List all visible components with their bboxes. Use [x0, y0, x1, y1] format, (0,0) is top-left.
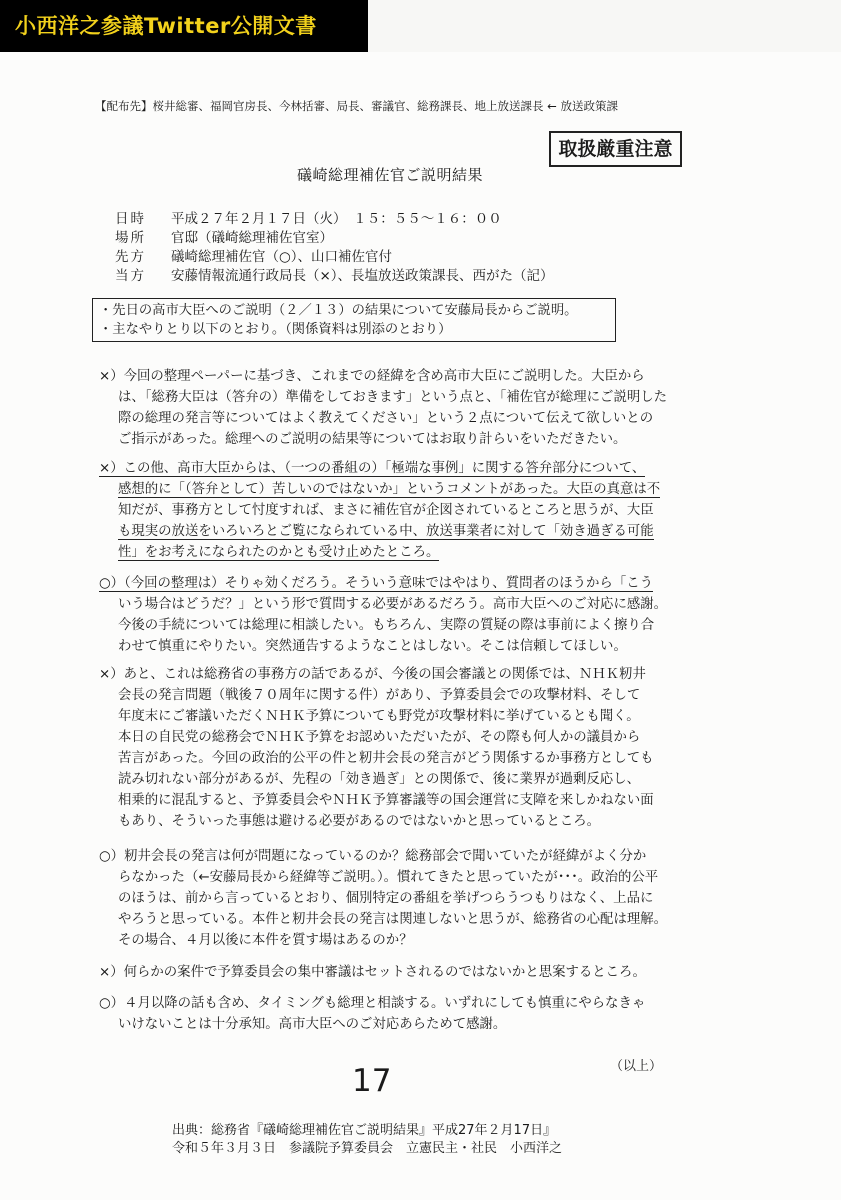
meta-value: 礒崎総理補佐官（○）、山口補佐官付	[171, 249, 393, 265]
paragraph-line: 本日の自民党の総務会でＮＨＫ予算をお認めいただいたが、その際も何人かの議員から	[118, 730, 641, 745]
meta-value: 官邸（礒崎総理補佐官室）	[171, 230, 333, 246]
underlined-text: ○）（今回の整理は）そりゃ効くだろう。そういう意味ではやはり、質問者のほうから「こう	[99, 576, 653, 591]
paragraph-line: ○）籾井会長の発言は何が問題になっているのか？総務部会で聞いていたが経緯がよく分か	[99, 849, 647, 864]
paragraph-line: は、「総務大臣は（答弁の）準備をしておきます」という点と、「補佐官が総理にご説明した	[118, 390, 668, 405]
underlined-text: も現実の放送をいろいろとご覧になられている中、放送事業者に対して「効き過ぎる可能	[118, 524, 654, 539]
source-citation	[172, 1122, 562, 1158]
header-banner: 小西洋之参議Twitter公開文書	[0, 0, 368, 52]
paragraph-line	[99, 521, 697, 542]
paragraph-line: 際の総理の発言等についてはよく教えてください」という２点について伝えて欲しいとの	[118, 411, 654, 426]
page-number: 17	[352, 1063, 392, 1099]
source-line: 出典：総務省『礒崎総理補佐官ご説明結果』平成27年２月17日』	[172, 1123, 557, 1138]
distribution-list: 【配布先】桜井総審、福岡官房長、今林括審、局長、審議官、総務課長、地上放送課長 ← 放送政策課	[95, 99, 618, 113]
underlined-text: ×）この他、高市大臣からは、（一つの番組の）「極端な事例」に関する答弁部分について、	[99, 461, 646, 476]
exchange-paragraph-4	[99, 664, 697, 832]
confidential-stamp: 取扱厳重注意	[549, 131, 682, 167]
paragraph-line: わせて慎重にやりたい。突然通告するようなことはしない。そこは信頼してほしい。	[118, 639, 627, 654]
summary-line: ・主なやりとり以下のとおり。（関係資料は別添のとおり）	[99, 322, 452, 337]
paragraph-line: いけないことは十分承知。高市大臣へのご対応あらためて感謝。	[118, 1017, 507, 1032]
paragraph-line: 読み切れない部分があるが、先程の「効き過ぎ」との関係で、後に業界が過剰反応し、	[118, 772, 640, 787]
underlined-text: 感想的に「（答弁として）苦しいのではないか」というコメントがあった。大臣の真意は不	[118, 482, 661, 497]
meta-row-our-side	[115, 267, 554, 286]
exchange-paragraph-2	[99, 458, 697, 563]
paragraph-line: 相乗的に混乱すると、予算委員会やＮＨＫ予算審議等の国会運営に支障を来しかねない面	[118, 793, 654, 808]
document-title: 礒崎総理補佐官ご説明結果	[297, 166, 484, 184]
paragraph-line: 知だが、事務方として忖度すれば、まさに補佐官が企図されているところと思うが、大臣	[118, 503, 654, 518]
paragraph-line	[99, 458, 697, 479]
source-line: 令和５年３月３日 参議院予算委員会 立憲民主・社民 小西洋之	[172, 1141, 563, 1156]
paragraph-line: のほうは、前から言っているとおり、個別特定の番組を挙げつらうつもりはなく、上品に	[118, 891, 654, 906]
meta-key: 当方	[115, 268, 146, 284]
meta-row-place	[115, 229, 554, 248]
paragraph-line	[99, 479, 697, 500]
paragraph-line: やろうと思っている。本件と籾井会長の発言は関連しないと思うが、総務省の心配は理解。	[118, 912, 668, 927]
closing-mark: （以上）	[610, 1059, 663, 1074]
summary-line: ・先日の高市大臣へのご説明（２／１３）の結果について安藤局長からご説明。	[99, 303, 578, 318]
paragraph-line: 今後の手続については総理に相談したい。もちろん、実際の質疑の際は事前によく擦り合	[118, 618, 655, 633]
paragraph-line: ×）何らかの案件で予算委員会の集中審議はセットされるのではないかと思案するところ。	[99, 965, 646, 980]
meta-key: 先方	[115, 249, 146, 265]
paragraph-line: ○）４月以降の話も含め、タイミングも総理と相談する。いずれにしても慎重にやらなきゃ	[99, 996, 646, 1011]
paragraph-line: らなかった（←安藤局長から経緯等ご説明。）。慣れてきたと思っていたが･･･。政治的公平	[118, 870, 659, 885]
paragraph-line: もあり、そういった事態は避ける必要があるのではないかと思っているところ。	[118, 814, 601, 829]
paragraph-line: いう場合はどうだ？」という形で質問する必要があるだろう。高市大臣へのご対応に感謝。	[118, 597, 668, 612]
exchange-paragraph-7	[99, 993, 697, 1035]
exchange-paragraph-5	[99, 846, 697, 951]
underlined-text: 性」をお考えになられたのかとも受け止めたところ。	[118, 545, 440, 560]
summary-box	[92, 298, 616, 342]
exchange-paragraph-1	[99, 366, 697, 450]
paragraph-line: 年度末にご審議いただくＮＨＫ予算についても野党が攻撃材料に挙げているとも聞く。	[118, 709, 640, 724]
meta-value: 安藤情報流通行政局長（×）、長塩放送政策課長、西がた（記）	[171, 268, 554, 284]
meta-row-counterpart	[115, 248, 554, 267]
exchange-paragraph-6	[99, 962, 697, 983]
meta-key: 場所	[115, 230, 146, 246]
exchange-paragraph-3	[99, 573, 697, 657]
paragraph-line: ×）今回の整理ペーパーに基づき、これまでの経緯を含め高市大臣にご説明した。大臣から	[99, 369, 645, 384]
meta-value: 平成２７年２月１７日（火） １５：５５～１６：００	[171, 211, 502, 227]
paragraph-line: ×）あと、これは総務省の事務方の話であるが、今後の国会審議との関係では、ＮＨＫ籾井	[99, 667, 646, 682]
meta-key: 日時	[115, 211, 146, 227]
meeting-info	[115, 210, 554, 286]
paragraph-line: 苦言があった。今回の政治的公平の件と籾井会長の発言がどう関係するか事務方としても	[118, 751, 654, 766]
paragraph-line	[99, 542, 697, 563]
meta-row-datetime	[115, 210, 554, 229]
paragraph-line: その場合、４月以後に本件を質す場はあるのか？	[118, 933, 413, 948]
paragraph-line: ご指示があった。総理へのご説明の結果等についてはお取り計らいをいただきたい。	[118, 432, 627, 447]
paragraph-line: 会長の発言問題（戦後７０周年に関する件）があり、予算委員会での攻撃材料、そして	[118, 688, 641, 703]
paragraph-line	[99, 573, 697, 594]
